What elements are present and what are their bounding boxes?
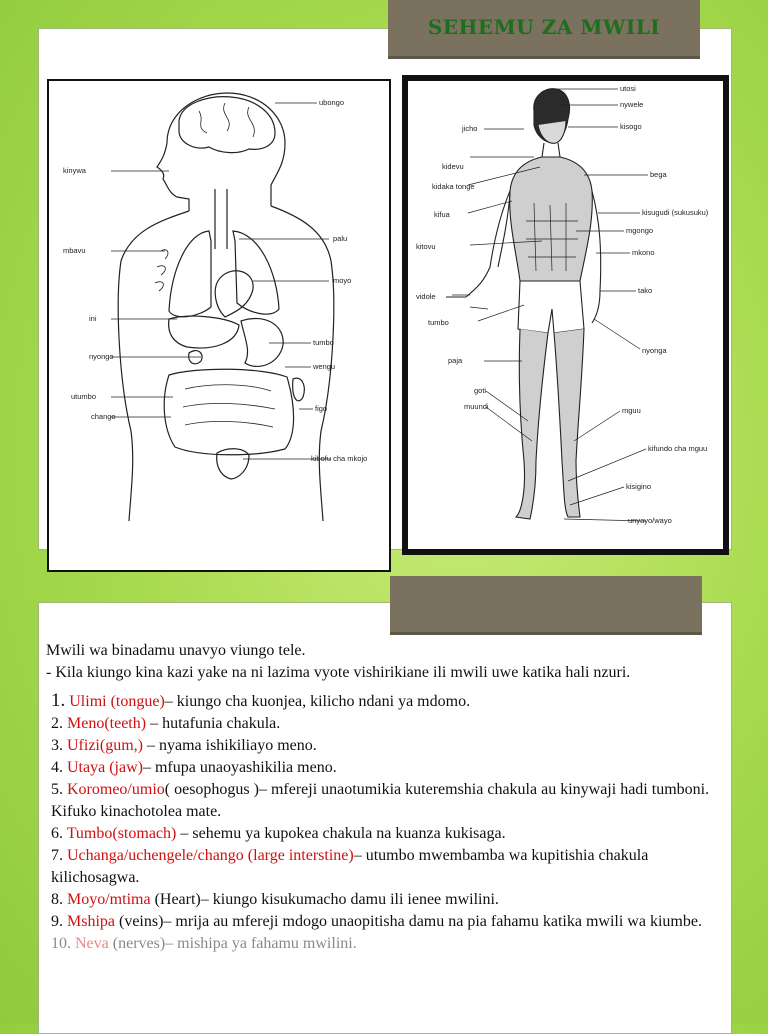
label-nywele: nywele xyxy=(620,100,644,109)
page-title: SEHEMU ZA MWILI xyxy=(427,15,661,39)
internal-organs-figure xyxy=(47,79,391,572)
label-vidole: vidole xyxy=(416,292,436,301)
label-tumbo-ext: tumbo xyxy=(428,318,449,327)
label-kidaka: kidaka tonge xyxy=(432,182,475,191)
list-item: 5. Koromeo/umio( oesophogus )– mfereji unaotumikia kuteremshia chakula au kinywaji hadi tumboni. Kifuko kinachotolea mate. xyxy=(51,781,710,820)
label-kidevu: kidevu xyxy=(442,162,464,171)
label-ini: ini xyxy=(89,314,97,323)
label-kisugudi: kisugudi (sukusuku) xyxy=(642,208,709,217)
label-muundi: muundi xyxy=(464,402,489,411)
label-nyonga: nyonga xyxy=(642,346,667,355)
label-kifundo: kifundo cha mguu xyxy=(648,444,708,453)
list-item: 4. Utaya (jaw)– mfupa unaoyashikilia meno. xyxy=(51,759,337,776)
label-paja: paja xyxy=(448,356,463,365)
label-kibofu: kibofu cha mkojo xyxy=(311,454,368,463)
list-item: 8. Moyo/mtima (Heart)– kiungo kisukumacho damu ili ienee mwilini. xyxy=(51,891,499,908)
label-kifua: kifua xyxy=(434,210,450,219)
list-item: 1. Ulimi (tongue)– kiungo cha kuonjea, kilicho ndani ya mdomo. xyxy=(51,690,471,711)
label-chango: chango xyxy=(91,412,116,421)
label-kisogo: kisogo xyxy=(620,122,642,131)
label-nyongo: nyongo xyxy=(89,352,114,361)
intro-line: Mwili wa binadamu unavyo viungo tele. xyxy=(46,642,306,659)
label-mgongo: mgongo xyxy=(626,226,654,235)
label-moyo: moyo xyxy=(333,276,352,285)
label-mbavu: mbavu xyxy=(63,246,86,255)
label-mkono: mkono xyxy=(632,248,655,257)
label-jicho: jicho xyxy=(462,124,478,133)
label-ubongo: ubongo xyxy=(319,98,345,107)
intro-line-2: - Kila kiungo kina kazi yake na ni lazima vyote vishirikiane ili mwili uwe katika hali nzuri. xyxy=(46,664,631,681)
label-figo: figo xyxy=(315,404,328,413)
label-palu: palu xyxy=(333,234,348,243)
internal-organs-diagram xyxy=(49,81,389,570)
bottom-title-bar xyxy=(390,576,702,635)
label-tako: tako xyxy=(638,286,653,295)
list-item: 3. Ufizi(gum,) – nyama ishikiliayo meno. xyxy=(51,737,317,754)
list-item: 6. Tumbo(stomach) – sehemu ya kupokea chakula na kuanza kukisaga. xyxy=(51,825,506,842)
label-utumbo: utumbo xyxy=(71,392,97,401)
list-item: 7. Uchanga/uchengele/chango (large interstine)– utumbo mwembamba wa kupitishia chakula kilichosagwa. xyxy=(51,847,649,886)
label-goti: goti xyxy=(474,386,487,395)
title-bar xyxy=(388,0,700,59)
external-body-diagram xyxy=(408,81,723,549)
list-item: 2. Meno(teeth) – hutafunia chakula. xyxy=(51,715,281,732)
label-utosi: utosi xyxy=(620,84,636,93)
label-bega: bega xyxy=(650,170,667,179)
label-kisigino: kisigino xyxy=(626,482,652,491)
label-mguu: mguu xyxy=(622,406,641,415)
list-item-cutoff: 10. Neva (nerves)– mishipa ya fahamu mwilini. xyxy=(51,935,357,952)
label-tumbo: tumbo xyxy=(313,338,334,347)
label-unyayo: unyayo/wayo xyxy=(628,516,672,525)
list-item: 9. Mshipa (veins)– mrija au mfereji mdogo unaopitisha damu na pia fahamu katika mwili wa kiumbe. xyxy=(51,913,702,930)
external-body-figure xyxy=(402,75,729,555)
label-kinywa: kinywa xyxy=(63,166,86,175)
label-kitovu: kitovu xyxy=(416,242,436,251)
text-body xyxy=(46,640,722,955)
label-wengu: wengu xyxy=(313,362,336,371)
